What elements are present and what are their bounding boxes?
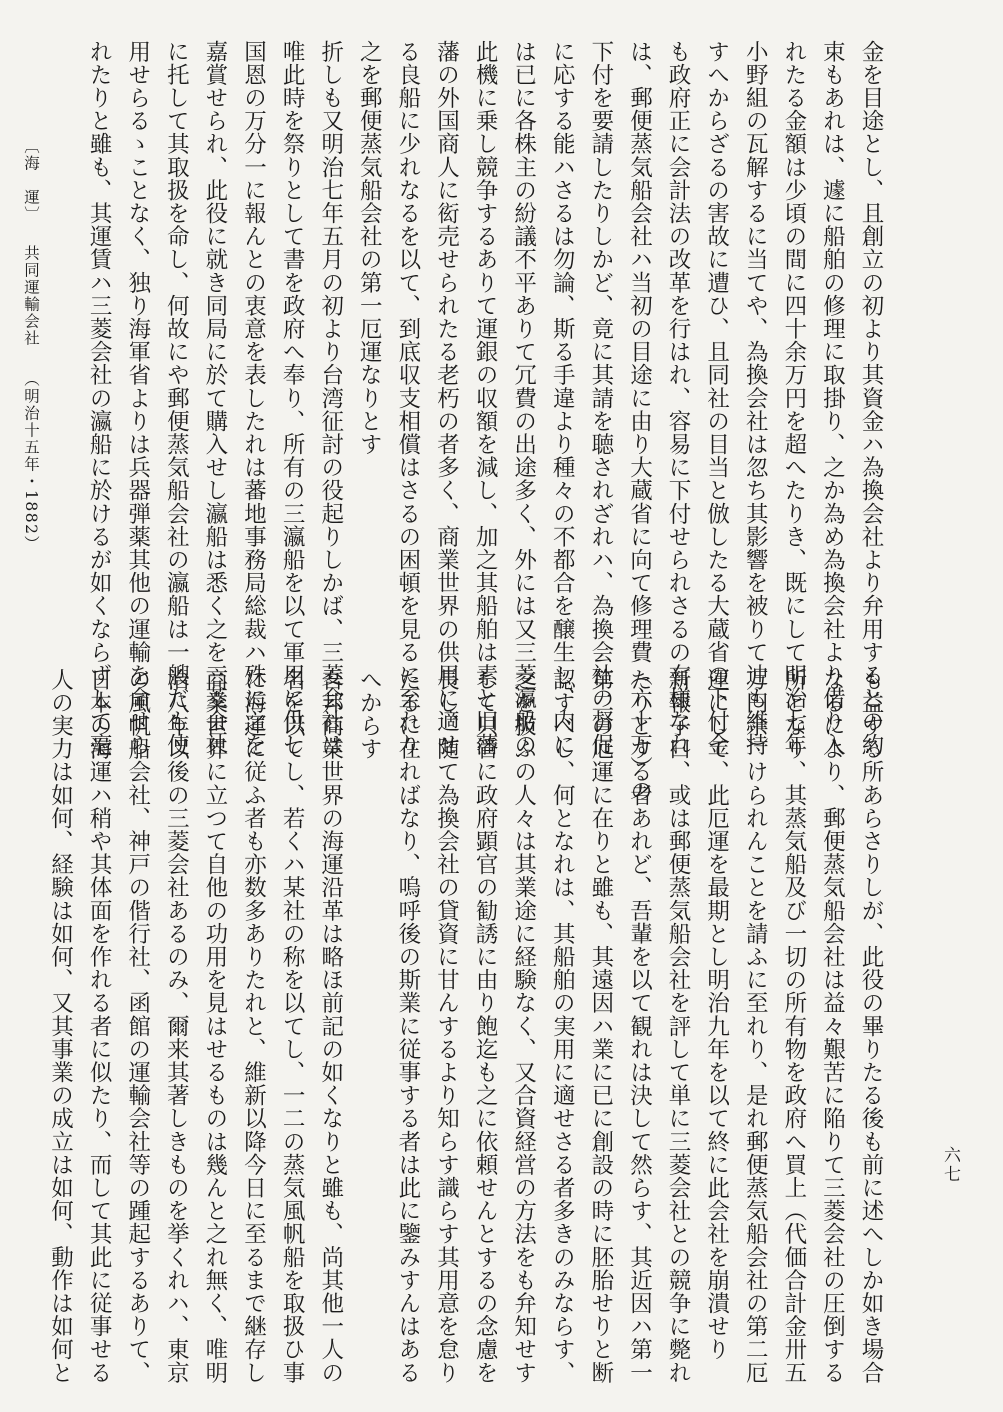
running-head-year: （明治十五年・1882） — [22, 371, 40, 553]
text-column: 名を以てし、若くハ某社の称を以てし、一二の蒸気風帆船を取扱ひ事 — [279, 668, 306, 1385]
running-head-company: 共同運輸会社 — [22, 245, 40, 347]
text-column: たるに在ればなり、嗚呼後の斯業に従事する者は此に鑒みすんはある — [394, 668, 421, 1385]
text-column: 万円余）けられんことを請ふに至れり、是れ郵便蒸気船会社の第二厄 — [742, 668, 769, 1385]
text-column: 唯此時を祭りとして書を政府へ奉り、所有の三瀛船を以て軍用に供し — [279, 40, 306, 757]
running-head-section: 〔海 運〕 — [22, 138, 40, 223]
text-column: は、郵便蒸気船会社ハ当初の目途に由り大蔵省に向て修理費（六十万）の — [626, 40, 653, 803]
text-column: も政府正に会計法の改革を行はれ、容易に下付せられさるの有様なれ — [665, 40, 692, 757]
running-head — [20, 138, 42, 552]
text-column: 治八年以後の三菱会社あるのみ、爾来其著しきものを挙くれハ、東京 — [163, 668, 190, 1385]
bottom-text-block — [41, 668, 890, 1385]
text-column: 下付を要請したりしかど、竟に其請を聴されざれハ、為換会社の督促 — [587, 40, 614, 757]
text-column: 束もあれは、遽に船舶の修理に取掛り、之か為め為換会社より借り入 — [819, 40, 846, 757]
text-column: 運にして、此厄運を最期とし明治九年を以て終に此会社を崩潰せり — [703, 668, 730, 1361]
text-column: 折しも又明治七年五月の初より台湾征討の役起りしかば、三菱会社は — [317, 40, 344, 757]
text-column: 用せらるゝことなく、独り海軍省よりは兵器弾薬其他の運輸を命せら — [124, 40, 151, 757]
text-column: 藩の外国商人に衒売せられたる老朽の者多く、商業世界の供用に適せ — [433, 40, 460, 757]
text-column: る良船に少れなるを以て、到底収支相償はさるの困頓を見るに至れり — [394, 40, 421, 757]
text-column: 吾邦商業世界の海運沿革は略ほ前記の如くなりと雖も、尚其他一人の — [317, 668, 344, 1385]
text-column: 日本の海運ハ稍や其体面を作れる者に似たり、而して其此に従事せる — [86, 668, 113, 1385]
text-column: して只管に政府顕官の勧誘に由り飽迄も之に依頼せんとするの念慮を — [472, 668, 499, 1385]
page-number: 六七 — [940, 1146, 960, 1184]
text-column: 小野組の瓦解するに当てや、為換会社は忽ち其影響を被りて迚も維持 — [742, 40, 769, 757]
text-column: 此機に乗し競争するありて運銀の収額を減し、加之其船舶は素と旧藩 — [472, 40, 499, 757]
text-column: の風帆船会社、神戸の偕行社、函館の運輸会社等の踵起するありて、 — [124, 668, 151, 1385]
text-column: なるにより、郵便蒸気船会社は益々艱苦に陥りて三菱会社の圧倒する — [819, 668, 846, 1385]
text-column: に海運に従ふ者も亦数多ありたれと、維新以降今日に至るまで継存し — [240, 668, 267, 1385]
text-column: 嘉賞せられ、此役に就き同局に於て購入せし瀛船は悉く之を三菱会社 — [201, 40, 228, 757]
text-column: 所となり、其蒸気船及び一切の所有物を政府へ買上（代価合計金卅五 — [780, 668, 807, 1385]
text-column: 商業世界に立つて自他の功用を見はせるものは幾んと之れ無く、唯明 — [201, 668, 228, 1385]
text-column: 之を郵便蒸気船会社の第一厄運なりとす — [356, 40, 383, 456]
text-column: 第二の厄運に在りと雖も、其遠因ハ業に已に創設の時に胚胎せりと断 — [587, 668, 614, 1385]
text-column: に托して其取扱を命し、何故にや郵便蒸気船会社の瀛船は一艘だも使 — [163, 40, 190, 757]
text-column: たりとする者あれど、吾輩を以て観れは決して然らす、其近因ハ第一 — [626, 668, 653, 1385]
text-column: に応する能ハさるは勿論、斯る手違より種々の不都合を醸生し、内に — [549, 40, 576, 757]
text-column: 人の実力は如何、経験は如何、又其事業の成立は如何、動作は如何と — [47, 668, 74, 1385]
text-column: すへからざるの害故に遭ひ、且同社の目当と倣したる大蔵省の下付金 — [703, 40, 730, 757]
text-column: 新報子曰、或は郵便蒸気船会社を評して単に三菱会社との競争に斃れ — [665, 668, 692, 1385]
text-column: 之を扱ふの人々は其業途に経験なく、又合資経営の方法をも弁知せす — [510, 668, 537, 1385]
text-column: 金を目途とし、且創立の初より其資金ハ為換会社より弁用するとの約 — [858, 40, 884, 757]
text-column: れたる金額は少頃の間に四十余万円を超へたりき、既にして明治七年 — [780, 40, 807, 757]
text-column: 認すべし、何となれは、其船舶の実用に適せさる者多きのみならす、 — [549, 668, 576, 1385]
text-column: 長し、随て為換会社の貸資に甘んするより知らす識らす其用意を怠り — [433, 668, 460, 1385]
text-column: へからす — [356, 668, 383, 761]
text-column: れたりと雖も、其運賃ハ三菱会社の瀛船に於けるが如くならずして毫 — [86, 40, 113, 757]
text-column: 国恩の万分一に報んとの衷意を表したれは蕃地事務局総裁ハ殊に之を — [240, 40, 267, 757]
text-column: も益する所あらさりしが、此役の畢りたる後も前に述へしか如き場合 — [858, 668, 884, 1385]
text-column: は已に各株主の紛議不平ありて冗費の出途多く、外には又三菱瀛船の — [510, 40, 537, 757]
